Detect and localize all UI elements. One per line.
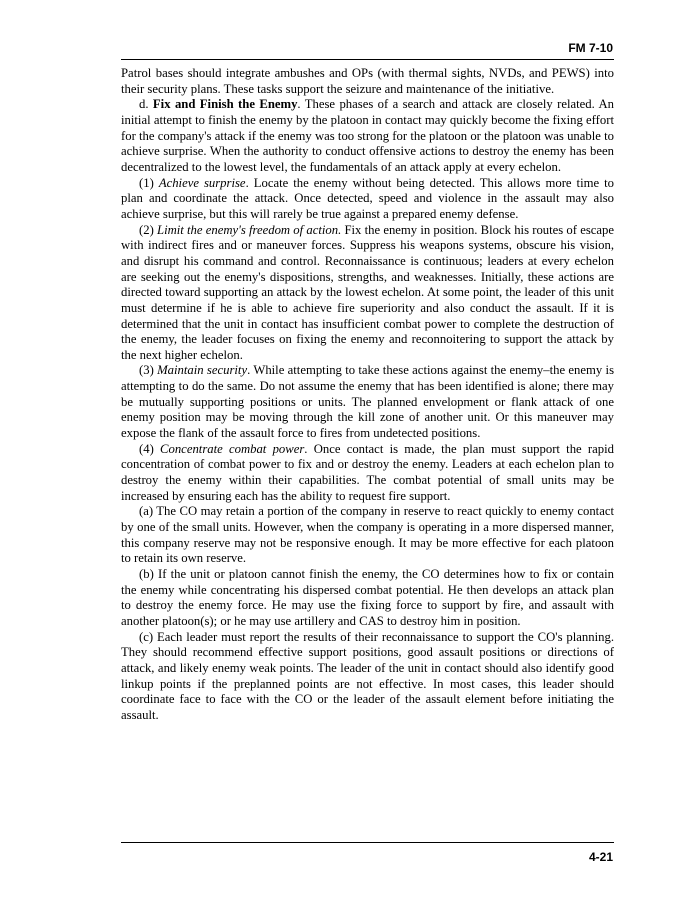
paragraph-text: . While attempting to take these actions against the enemy–the enemy is attempting to do the same. Do not assume the enemy that has been identified is alone; there may be mutually supporting positions or units. The planned envelopment or flank attack of one enemy position may be moving through the kill zone of another unit. Or this maneuver may expose the flank of the assault force to fires from undetected positions. [121,363,615,441]
paragraph-concentrate-power [121,442,614,505]
paragraph-heading: Fix and Finish the Enemy [152,97,298,112]
paragraph-maintain-security [121,363,614,441]
paragraph-text: (a) The CO may retain a portion of the company in reserve to react quickly to enemy contact by one of the small units. However, when the company is operating in a more dispersed manner, this company reserve may not be responsive enough. It may be more effective for each platoon to retain its own reserve. [121,504,614,566]
header-rule [121,59,614,60]
footer-rule [121,842,614,843]
paragraph-text: Fix the enemy in position. Block his routes of escape with indirect fires and or maneuver forces. Suppress his weapons systems, obscure his vision, and disrupt his command and control. Reconnaissance is continuous; leaders at every echelon are seeking out the enemy's dispositions, strengths, and weaknesses. Initially, these actions are directed toward supporting an attack by the lowest echelon. At some point, the leader of this unit must determine if he is able to achieve fire superiority and also conduct the assault. If it is determined that the unit in contact has insufficient combat power to complete the destruction of the enemy, the leader focuses on fixing the enemy and reconnoitering to support the attack by the next higher echelon. [121,222,615,362]
manual-id-header: FM 7-10 [568,41,613,55]
paragraph-lead: (2) [139,222,158,237]
paragraph-lead: (1) [139,175,159,190]
paragraph-text: . Locate the enemy without being detected. This allows more time to plan and coordinate the attack. Once detected, speed and violence in the assault may also achieve surprise, but this will rarely be true against a prepared enemy defense. [121,175,614,221]
paragraph-heading: Concentrate combat power [160,441,305,456]
paragraph-text: Patrol bases should integrate ambushes and OPs (with thermal sights, NVDs, and PEWS) into their security plans. These tasks support the seizure and maintenance of the initiative. [121,66,614,96]
paragraph-lead: d. [139,97,153,112]
paragraph-lead: (4) [139,441,161,456]
paragraph-intro [121,66,614,97]
paragraph-text: . Once contact is made, the plan must support the rapid concentration of combat power to fix and or destroy the enemy. Leaders at each echelon plan to destroy the enemy within their capabilities. The combat potential of small units may be increased by ensuring each has the ability to request fire support. [121,441,614,503]
body-text [121,66,614,724]
paragraph-text: (b) If the unit or platoon cannot finish the enemy, the CO determines how to fix or contain the enemy while concentrating his dispersed combat potential. He then develops an attack plan to destroy the enemy force. He may use the fixing force to support by fire, and assault with another platoon(s); or he may use artillery and CAS to destroy him in position. [121,567,614,628]
paragraph-heading: Limit the enemy's freedom of action. [157,222,342,237]
paragraph-b-fix-contain [121,567,614,630]
paragraph-heading: Achieve surprise [158,175,246,190]
paragraph-text: (c) Each leader must report the results of their reconnaissance to support the CO's planning. They should recommend effective support positions, good assault positions or directions of attack, and likely enemy weak points. The leader of the unit in contact should also identify good linkup points if the preplanned points are not effective. In most cases, this leader should coordinate face to face with the CO or the leader of the assault element before initiating the assault. [121,629,614,722]
page-number: 4-21 [588,850,613,864]
paragraph-fix-and-finish [121,97,614,175]
paragraph-limit-freedom [121,223,614,364]
paragraph-lead: (3) [139,363,158,378]
paragraph-achieve-surprise [121,176,614,223]
paragraph-heading: Maintain security [157,363,248,378]
paragraph-c-report [121,630,614,724]
paragraph-a-reserve [121,504,614,567]
paragraph-text: . These phases of a search and attack are closely related. An initial attempt to finish the enemy by the platoon in contact may quickly become the fixing effort for the company's attack if the enemy was too strong for the platoon or the platoon was unable to achieve surprise. When the authority to conduct offensive actions to destroy the enemy has been decentralized to the lowest level, the fundamentals of an attack apply at every echelon. [121,97,614,174]
